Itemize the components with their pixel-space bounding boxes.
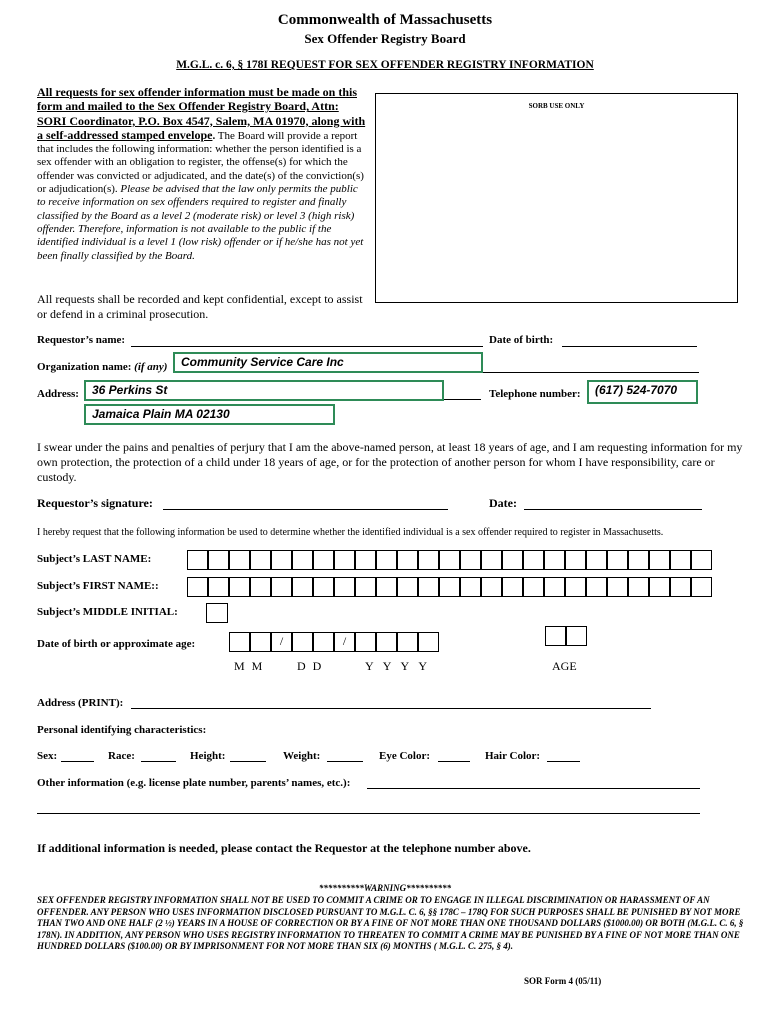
char-box[interactable]	[376, 577, 397, 597]
warning-title: **********WARNING**********	[318, 883, 452, 893]
subject-first-name-label: Subject’s FIRST NAME::	[37, 580, 159, 592]
char-box[interactable]	[628, 577, 649, 597]
char-box[interactable]	[502, 550, 523, 570]
char-box[interactable]	[271, 550, 292, 570]
char-box[interactable]	[418, 577, 439, 597]
char-box[interactable]	[250, 550, 271, 570]
address-line1-field[interactable]: 36 Perkins St	[84, 380, 444, 401]
perjury-oath: I swear under the pains and penalties of perjury that I am the above-named person, at least 18 years of age, and I am requesting information for my own protection, the protection of a child under 18 years of age, or for the protection of another person for whom I have responsibility, care or custody.	[37, 440, 743, 484]
height-label: Height:	[190, 750, 226, 762]
char-box[interactable]	[565, 577, 586, 597]
char-box[interactable]	[292, 577, 313, 597]
organization-label: Organization name: (if any)	[37, 361, 168, 373]
char-box[interactable]	[481, 577, 502, 597]
other-info-line[interactable]	[367, 788, 700, 789]
dob-separator-2: /	[334, 632, 355, 652]
subject-dob-label: Date of birth or approximate age:	[37, 638, 196, 650]
characteristics-label: Personal identifying characteristics:	[37, 724, 207, 736]
other-info-label: Other information (e.g. license plate number, parents’ names, etc.):	[37, 777, 351, 789]
subject-dob-boxes[interactable]	[229, 632, 439, 652]
requestor-name-line[interactable]	[131, 346, 483, 347]
char-box[interactable]	[439, 550, 460, 570]
address-line2-field[interactable]: Jamaica Plain MA 02130	[84, 404, 335, 425]
subject-middle-initial-label: Subject’s MIDDLE INITIAL:	[37, 606, 178, 618]
dob-y4-box[interactable]	[418, 632, 439, 652]
dob-y3-box[interactable]	[397, 632, 418, 652]
subject-last-name-boxes[interactable]	[187, 550, 712, 570]
eye-color-label: Eye Color:	[379, 750, 431, 762]
contact-note: If additional information is needed, please contact the Requestor at the telephone number above.	[37, 841, 531, 855]
confidentiality-note: All requests shall be recorded and kept confidential, except to assist or defend in a criminal prosecution.	[37, 292, 363, 321]
requestor-address-label: Address:	[37, 388, 79, 400]
char-box[interactable]	[586, 550, 607, 570]
subject-age-boxes[interactable]	[545, 626, 587, 646]
telephone-field[interactable]: (617) 524-7070	[587, 380, 698, 404]
subject-first-name-boxes[interactable]	[187, 577, 712, 597]
char-box[interactable]	[334, 577, 355, 597]
form-heading: M.G.L. c. 6, § 178I REQUEST FOR SEX OFFENDER REGISTRY INFORMATION	[176, 59, 594, 71]
char-box[interactable]	[376, 550, 397, 570]
telephone-label: Telephone number:	[489, 388, 581, 400]
weight-label: Weight:	[283, 750, 321, 762]
char-box[interactable]	[670, 550, 691, 570]
instructions-law-notice: Please be advised that the law only permits the public to receive information on sex offenders required to register and finally classified by the Board as a level 2 (moderate risk) or level 3 (high risk) offender. Therefore, information is not available to the public if the identified individual is a level 1 (low risk) offender or if he/she has not yet been finally classified by the Board.	[37, 183, 364, 262]
sex-line[interactable]	[61, 761, 94, 762]
char-box[interactable]	[607, 577, 628, 597]
subject-address-line[interactable]	[131, 708, 651, 709]
instructions-mailing: All requests for sex offender information must be made on this form and mailed to the Sex Offender Registry Board, Attn: SORI Coordinator, P.O. Box 4547, Salem, MA 01970, along with a self-addressed stamped envelope	[37, 85, 366, 142]
char-box[interactable]	[460, 550, 481, 570]
form-id: SOR Form 4 (05/11)	[524, 976, 602, 986]
char-box[interactable]	[208, 577, 229, 597]
sorb-use-only-box	[375, 93, 738, 303]
char-box[interactable]	[523, 577, 544, 597]
char-box[interactable]	[418, 550, 439, 570]
char-box[interactable]	[649, 577, 670, 597]
char-box[interactable]	[460, 577, 481, 597]
char-box[interactable]	[229, 550, 250, 570]
char-box[interactable]	[691, 550, 712, 570]
char-box[interactable]	[439, 577, 460, 597]
dob-yyyy-caption: Y Y Y Y	[365, 659, 427, 673]
dob-mm-caption: M M	[234, 659, 263, 673]
eye-color-line[interactable]	[438, 761, 470, 762]
char-box[interactable]	[628, 550, 649, 570]
char-box[interactable]	[565, 550, 586, 570]
subject-middle-initial-box[interactable]	[206, 603, 228, 623]
char-box[interactable]	[208, 550, 229, 570]
char-box[interactable]	[502, 577, 523, 597]
weight-line[interactable]	[327, 761, 363, 762]
sex-label: Sex:	[37, 750, 58, 762]
request-statement: I hereby request that the following information be used to determine whether the identified individual is a sex offender required to register in Massachusetts.	[37, 527, 664, 538]
char-box[interactable]	[544, 550, 565, 570]
char-box[interactable]	[292, 550, 313, 570]
dob-d2-box[interactable]	[313, 632, 334, 652]
char-box[interactable]	[229, 577, 250, 597]
instructions-report: The Board will provide a report that includes the following information: whether the person identified is a sex offender with an obligation to register, the offense(s) for which the offender was convicted or adjudicated, and the date(s) of the conviction(s) or adjudication(s).	[37, 129, 364, 196]
char-box[interactable]	[271, 577, 292, 597]
char-box[interactable]	[544, 577, 565, 597]
subject-address-label: Address (PRINT):	[37, 697, 124, 709]
char-box[interactable]	[481, 550, 502, 570]
organization-line-ext	[483, 372, 699, 373]
signature-date-label: Date:	[489, 496, 517, 510]
requestor-dob-line[interactable]	[562, 346, 697, 347]
dob-m2-box[interactable]	[250, 632, 271, 652]
hair-color-label: Hair Color:	[485, 750, 541, 762]
instructions-block: All requests for sex offender information must be made on this form and mailed to the Sex Offender Registry Board, Attn: SORI Coordinator, P.O. Box 4547, Salem, MA 01970, along with a self-addressed stamped envelope. The Board will provide a report that includes the following information: whether the person identified is a sex offender with an obligation to register, the offense(s) for which the offender was convicted or adjudicated, and the date(s) of the conviction(s) or adjudication(s). Please be advised that the law only permits the public to receive information on sex offenders required to register and finally classified by the Board as a level 2 (moderate risk) or level 3 (high risk) offender. Therefore, information is not available to the public if the identified individual is a level 1 (low risk) offender or if he/she has not yet been finally classified by the Board.	[37, 85, 366, 262]
signature-line[interactable]	[163, 509, 448, 510]
char-box[interactable]	[250, 577, 271, 597]
form-subtitle: Sex Offender Registry Board	[304, 31, 466, 46]
char-box[interactable]	[355, 577, 376, 597]
dob-y1-box[interactable]	[355, 632, 376, 652]
age-digit-1-box[interactable]	[545, 626, 566, 646]
char-box[interactable]	[334, 550, 355, 570]
char-box[interactable]	[670, 577, 691, 597]
signature-label: Requestor’s signature:	[37, 496, 153, 510]
char-box[interactable]	[355, 550, 376, 570]
address-line-ext	[444, 399, 481, 400]
form-title: Commonwealth of Massachusetts	[277, 12, 493, 28]
char-box[interactable]	[607, 550, 628, 570]
organization-field[interactable]: Community Service Care Inc	[173, 352, 483, 373]
char-box[interactable]	[397, 577, 418, 597]
char-box[interactable]	[649, 550, 670, 570]
char-box[interactable]	[397, 550, 418, 570]
subject-last-name-label: Subject’s LAST NAME:	[37, 553, 152, 565]
race-line[interactable]	[141, 761, 176, 762]
dob-y2-box[interactable]	[376, 632, 397, 652]
age-caption: AGE	[552, 659, 577, 673]
char-box[interactable]	[586, 577, 607, 597]
age-digit-2-box[interactable]	[566, 626, 587, 646]
sorb-use-only-label: SORB USE ONLY	[528, 102, 585, 110]
dob-m1-box[interactable]	[229, 632, 250, 652]
hair-color-line[interactable]	[547, 761, 580, 762]
dob-dd-caption: D D	[297, 659, 322, 673]
char-box[interactable]	[187, 577, 208, 597]
char-box[interactable]	[313, 577, 334, 597]
char-box[interactable]	[523, 550, 544, 570]
height-line[interactable]	[230, 761, 266, 762]
char-box[interactable]	[187, 550, 208, 570]
other-info-line-2[interactable]	[37, 813, 700, 814]
dob-separator-1: /	[271, 632, 292, 652]
dob-d1-box[interactable]	[292, 632, 313, 652]
race-label: Race:	[108, 750, 135, 762]
signature-date-line[interactable]	[524, 509, 702, 510]
requestor-dob-label: Date of birth:	[489, 334, 554, 346]
char-box[interactable]	[691, 577, 712, 597]
warning-text: SEX OFFENDER REGISTRY INFORMATION SHALL NOT BE USED TO COMMIT A CRIME OR TO ENGAGE IN ILLEGAL DISCRIMINATION OR HARASSMENT OF AN OFFENDER. ANY PERSON WHO USES INFORMATION DISCLOSED PURSUANT TO M.G.L. C. 6, §§ 178C – 178Q FOR SUCH PURPOSES SHALL BE PUNISHED BY NOT MORE THAN TWO AND ONE HALF (2 ½) YEARS IN A HOUSE OF CORRECTION OR BY A FINE OF NOT MORE THAN ONE THOUSAND DOLLARS ($1000.00) OR BOTH (M.G.L. C. 6, § 178N). IN ADDITION, ANY PERSON WHO USES REGISTRY INFORMATION TO THREATEN TO COMMIT A CRIME MAY BE PUNISHED BY A FINE OF NOT MORE THAN ONE HUNDRED DOLLARS ($100.00) OR BY IMPRISONMENT FOR NOT MORE THAN SIX (6) MONTHS ( M.G.L. C. 275, § 4).	[37, 895, 744, 952]
char-box[interactable]	[313, 550, 334, 570]
requestor-name-label: Requestor’s name:	[37, 334, 126, 346]
